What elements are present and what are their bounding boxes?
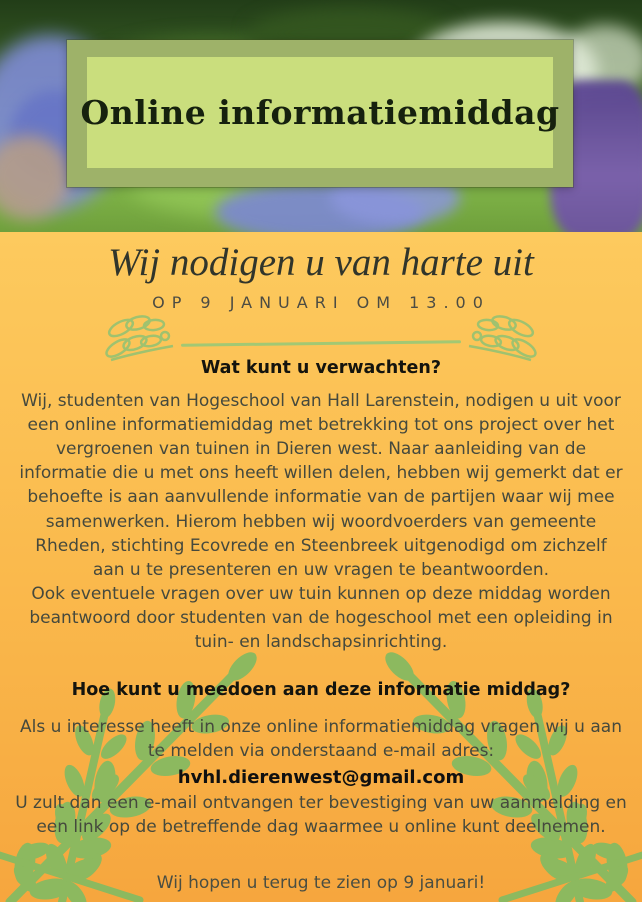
paragraph-join-intro: Als u interesse heeft in onze online informatiemiddag vragen wij u aan te melden via onderstaand e-mail adres: — [20, 717, 622, 762]
flyer-title: Online informatiemiddag — [80, 93, 560, 132]
event-date-line: OP 9 JANUARI OM 13.00 — [152, 292, 490, 312]
paragraph-expect-2: Ook eventuele vragen over uw tuin kunnen op deze middag worden beantwoord door studenten van de hogeschool met een opleiding in tuin- en landschapsinrichting. — [29, 583, 613, 653]
paragraph-join-outro: U zult dan een e-mail ontvangen ter bevestiging van uw aanmelding en een link op de betreffende dag waarmee u online kunt deelnemen. — [15, 792, 627, 837]
closing-line: Wij hopen u terug te zien op 9 januari! — [156, 872, 486, 893]
title-banner — [67, 40, 573, 187]
section-heading-join: Hoe kunt u meedoen aan deze informatie middag? — [71, 680, 571, 701]
body-section — [0, 232, 642, 902]
paragraph-expect-1: Wij, studenten van Hogeschool van Hall Larenstein, nodigen u uit voor een online informatiemiddag met betrekking tot ons project over het vergroenen van tuinen in Dieren west. Naar aanleiding van de informatie die u met ons heeft willen delen, hebben wij gemerkt dat er behoefte is aan aanvullende informatie van de partijen waar wij mee samenwerken. Hierom hebben wij woordvoerders van gemeente Rheden, stichting Ecovrede en Steenbreek uitgenodigd om zichzelf aan u te presenteren en uw vragen te beantwoorden. — [19, 390, 623, 580]
divider-line — [181, 341, 461, 347]
leaf-sprig-icon — [103, 312, 179, 368]
invitation-script-heading: Wij nodigen u van harte uit — [108, 241, 534, 284]
title-banner-inner — [80, 57, 560, 168]
decorative-divider — [0, 310, 642, 364]
flyer-content — [0, 232, 642, 893]
section-heading-expect: Wat kunt u verwachten? — [200, 357, 442, 378]
leaf-sprig-icon — [463, 312, 539, 368]
contact-email: hvhl.dierenwest@gmail.com — [177, 766, 465, 788]
